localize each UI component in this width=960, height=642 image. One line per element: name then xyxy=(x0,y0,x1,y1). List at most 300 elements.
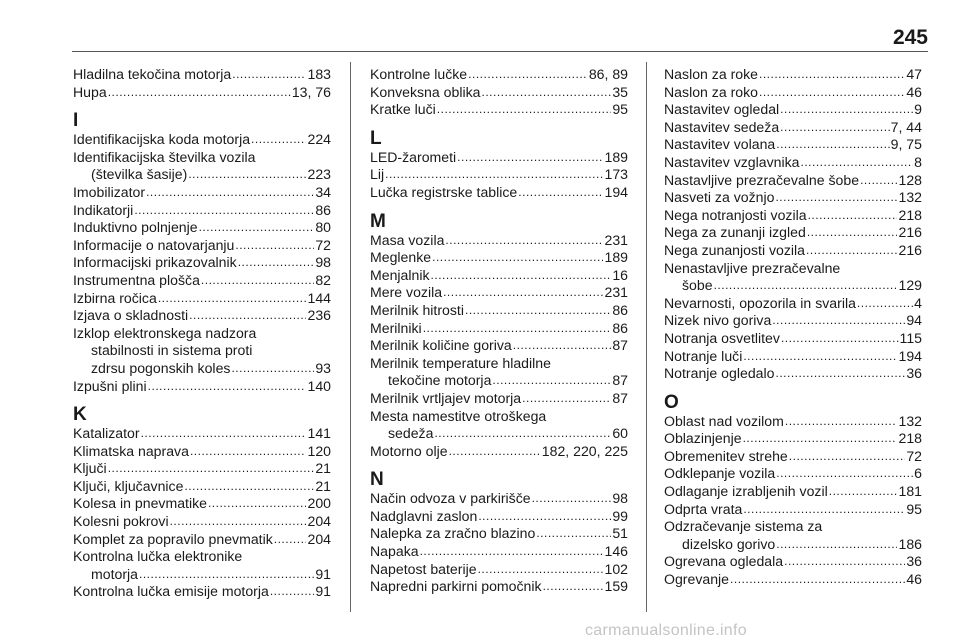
section-letter: N xyxy=(370,469,384,491)
entry-page-ref: 80 xyxy=(315,219,331,236)
dot-leader xyxy=(785,413,898,431)
index-entry xyxy=(73,495,331,513)
index-section xyxy=(370,66,628,119)
dot-leader xyxy=(432,249,603,267)
entry-page-ref: 86 xyxy=(612,301,628,318)
entry-term: Oblast nad vozilom xyxy=(664,412,784,429)
entry-term: (številka šasije) xyxy=(91,166,188,183)
entry-page-ref: 181 xyxy=(898,483,922,500)
dot-leader xyxy=(532,490,612,508)
header-rule xyxy=(72,51,928,52)
entry-page-ref: 129 xyxy=(898,277,922,294)
index-entry xyxy=(664,465,922,483)
dot-leader xyxy=(860,172,897,190)
entry-page-ref: 9, 75 xyxy=(890,136,922,153)
dot-leader xyxy=(743,348,897,366)
entry-term: Napaka xyxy=(370,543,419,560)
dot-leader xyxy=(536,525,611,543)
dot-leader xyxy=(468,66,588,84)
index-entry-line: Nenastavljive prezračevalne xyxy=(664,259,841,276)
entry-term: Menjalnik xyxy=(370,266,430,283)
entry-page-ref: 72 xyxy=(315,236,331,253)
index-entry xyxy=(73,254,331,272)
entry-term: LED-žarometi xyxy=(370,148,457,165)
entry-term: Motorno olje xyxy=(370,442,448,459)
index-entry xyxy=(73,166,331,184)
entry-page-ref: 87 xyxy=(612,372,628,389)
entry-term: Ključi xyxy=(73,460,107,477)
entry-term: tekočine motorja xyxy=(388,372,492,389)
entry-page-ref: 218 xyxy=(898,430,922,447)
entry-term: Ogrevanje xyxy=(664,571,730,588)
entry-term: Nizek nivo goriva xyxy=(664,312,772,329)
index-entry xyxy=(664,66,922,84)
entry-page-ref: 204 xyxy=(307,513,331,530)
index-entry xyxy=(664,430,922,448)
index-section xyxy=(370,470,628,596)
entry-page-ref: 46 xyxy=(906,571,922,588)
index-entry xyxy=(73,583,331,601)
index-section xyxy=(73,405,331,601)
section-letter: I xyxy=(73,110,79,132)
entry-term: Nastavitev vzglavnika xyxy=(664,153,800,170)
dot-leader xyxy=(189,307,306,325)
entry-term: Oblazinjenje xyxy=(664,430,742,447)
dot-leader xyxy=(423,320,612,338)
index-entry xyxy=(370,302,628,320)
index-entry xyxy=(370,490,628,508)
entry-term: Katalizator xyxy=(73,425,140,442)
dot-leader xyxy=(431,267,612,285)
index-entry-line: Izklop elektronskega nadzora xyxy=(73,324,257,341)
entry-page-ref: 93 xyxy=(315,359,331,376)
entry-page-ref: 6 xyxy=(914,465,922,482)
entry-term: Ključi, ključavnice xyxy=(73,477,184,494)
dot-leader xyxy=(743,501,905,519)
entry-term: Izpušni plini xyxy=(73,377,147,394)
dot-leader xyxy=(730,571,905,589)
index-entry-line: Odzračevanje sistema za xyxy=(664,518,823,535)
dot-leader xyxy=(781,330,899,348)
index-entry xyxy=(370,166,628,184)
entry-term: Nadglavni zaslon xyxy=(370,507,478,524)
entry-term: motorja xyxy=(91,565,138,582)
index-entry xyxy=(370,443,628,461)
dot-leader xyxy=(465,302,611,320)
dot-leader xyxy=(806,242,897,260)
index-section xyxy=(664,393,922,589)
entry-term: Nega notranjosti vozila xyxy=(664,206,807,223)
page-number: 245 xyxy=(892,26,928,49)
dot-leader xyxy=(437,101,612,119)
entry-page-ref: 4 xyxy=(914,294,922,311)
dot-leader xyxy=(274,531,307,549)
index-entry xyxy=(73,378,331,396)
dot-leader xyxy=(270,583,314,601)
index-entry xyxy=(73,237,331,255)
dot-leader xyxy=(775,365,905,383)
dot-leader xyxy=(857,295,913,313)
index-entry xyxy=(664,84,922,102)
entry-page-ref: 21 xyxy=(315,460,331,477)
index-entry xyxy=(73,566,331,584)
index-entry xyxy=(370,425,628,443)
entry-page-ref: 189 xyxy=(604,249,628,266)
entry-page-ref: 141 xyxy=(307,425,331,442)
dot-leader xyxy=(478,508,611,526)
dot-leader xyxy=(772,312,905,330)
dot-leader xyxy=(784,553,905,571)
entry-term: Indikatorji xyxy=(73,201,134,218)
index-entry-line: Identifikacijska številka vozila xyxy=(73,148,256,165)
dot-leader xyxy=(158,290,307,308)
index-entry xyxy=(73,131,331,149)
entry-term: dizelsko gorivo xyxy=(682,535,776,552)
entry-page-ref: 36 xyxy=(906,553,922,570)
entry-page-ref: 186 xyxy=(898,535,922,552)
entry-term: Merilniki xyxy=(370,319,422,336)
entry-term: Nalepka za zračno blazino xyxy=(370,525,536,542)
entry-page-ref: 16 xyxy=(612,266,628,283)
index-entry xyxy=(73,290,331,308)
dot-leader xyxy=(134,202,314,220)
dot-leader xyxy=(801,154,914,172)
entry-page-ref: 144 xyxy=(307,289,331,306)
watermark: carmanualsonline.info xyxy=(585,622,747,639)
entry-page-ref: 223 xyxy=(307,166,331,183)
entry-page-ref: 231 xyxy=(604,231,628,248)
dot-leader xyxy=(759,66,905,84)
index-column-2 xyxy=(370,66,628,596)
entry-page-ref: 236 xyxy=(307,307,331,324)
entry-page-ref: 200 xyxy=(307,495,331,512)
index-entry xyxy=(664,483,922,501)
dot-leader xyxy=(445,232,603,250)
dot-leader xyxy=(743,430,898,448)
index-section xyxy=(370,212,628,461)
entry-term: Napetost baterije xyxy=(370,560,477,577)
index-entry xyxy=(664,207,922,225)
entry-term: Klimatska naprava xyxy=(73,442,189,459)
dot-leader xyxy=(443,284,603,302)
entry-term: Nastavitev volana xyxy=(664,136,776,153)
index-entry xyxy=(370,320,628,338)
index-entry xyxy=(664,448,922,466)
index-entry xyxy=(73,84,331,102)
entry-term: Hladilna tekočina motorja xyxy=(73,66,232,82)
entry-term: Napredni parkirni pomočnik xyxy=(370,578,542,595)
dot-leader xyxy=(522,390,611,408)
dot-leader xyxy=(108,84,291,102)
entry-term: Lučka registrske tablice xyxy=(370,183,518,200)
index-entry xyxy=(370,232,628,250)
entry-term: zdrsu pogonskih koles xyxy=(91,359,231,376)
entry-term: Nasveti za vožnjo xyxy=(664,189,775,206)
index-entry-line: Kontrolna lučka elektronike xyxy=(73,548,243,565)
index-entry xyxy=(664,277,922,295)
index-entry xyxy=(664,553,922,571)
entry-page-ref: 120 xyxy=(307,442,331,459)
entry-term: Odprta vrata xyxy=(664,500,743,517)
entry-page-ref: 183 xyxy=(307,66,331,82)
entry-term: Izbirna ročica xyxy=(73,289,157,306)
entry-page-ref: 36 xyxy=(906,365,922,382)
index-entry xyxy=(73,425,331,443)
entry-term: Nastavljive prezračevalne šobe xyxy=(664,171,860,188)
column-separator xyxy=(646,62,647,612)
entry-page-ref: 182, 220, 225 xyxy=(541,442,628,459)
dot-leader xyxy=(238,254,315,272)
entry-term: Merilnik količine goriva xyxy=(370,337,512,354)
dot-leader xyxy=(780,119,889,137)
index-entry xyxy=(370,84,628,102)
dot-leader xyxy=(108,460,315,478)
dot-leader xyxy=(518,184,603,202)
entry-page-ref: 87 xyxy=(612,389,628,406)
index-entry xyxy=(664,413,922,431)
dot-leader xyxy=(780,101,913,119)
entry-term: Naslon za roko xyxy=(664,83,759,100)
dot-leader xyxy=(457,149,603,167)
index-entry xyxy=(73,460,331,478)
entry-page-ref: 224 xyxy=(307,131,331,148)
entry-term: Induktivno polnjenje xyxy=(73,219,198,236)
index-entry xyxy=(664,154,922,172)
index-entry xyxy=(664,312,922,330)
entry-term: Imobilizator xyxy=(73,183,146,200)
entry-page-ref: 98 xyxy=(612,490,628,507)
entry-page-ref: 159 xyxy=(604,578,628,595)
dot-leader xyxy=(543,578,604,596)
entry-term: Ogrevana ogledala xyxy=(664,553,784,570)
dot-leader xyxy=(808,207,898,225)
entry-page-ref: 95 xyxy=(906,500,922,517)
entry-term: Notranja osvetlitev xyxy=(664,329,780,346)
entry-term: Kontrolna lučka emisije motorja xyxy=(73,583,269,600)
entry-term: Nastavitev ogledal xyxy=(664,101,780,118)
index-entry xyxy=(664,348,922,366)
entry-page-ref: 86 xyxy=(612,319,628,336)
dot-leader xyxy=(478,561,604,579)
entry-term: Kratke luči xyxy=(370,101,436,118)
entry-term: Naslon za roke xyxy=(664,66,759,82)
entry-page-ref: 194 xyxy=(898,347,922,364)
entry-page-ref: 99 xyxy=(612,507,628,524)
entry-term: šobe xyxy=(682,277,713,294)
index-entry-line: Merilnik temperature hladilne xyxy=(370,354,551,371)
entry-page-ref: 47 xyxy=(906,66,922,82)
dot-leader xyxy=(789,448,906,466)
section-letter: M xyxy=(370,210,386,232)
entry-page-ref: 128 xyxy=(898,171,922,188)
index-entry-line: Mesta namestitve otroškega xyxy=(370,407,547,424)
entry-page-ref: 216 xyxy=(898,224,922,241)
entry-page-ref: 51 xyxy=(612,525,628,542)
entry-page-ref: 94 xyxy=(906,312,922,329)
entry-page-ref: 132 xyxy=(898,412,922,429)
entry-page-ref: 115 xyxy=(899,329,922,346)
index-entry xyxy=(370,372,628,390)
index-column-3 xyxy=(664,66,922,589)
entry-page-ref: 82 xyxy=(315,271,331,288)
dot-leader xyxy=(776,536,897,554)
entry-term: sedeža xyxy=(388,425,434,442)
index-entry xyxy=(370,149,628,167)
entry-page-ref: 9 xyxy=(914,101,922,118)
dot-leader xyxy=(139,566,314,584)
entry-page-ref: 95 xyxy=(612,101,628,118)
index-entry xyxy=(664,295,922,313)
dot-leader xyxy=(208,495,307,513)
index-entry xyxy=(370,184,628,202)
entry-term: Kontrolne lučke xyxy=(370,66,468,82)
index-entry xyxy=(73,478,331,496)
entry-term: Instrumentna plošča xyxy=(73,271,200,288)
index-entry xyxy=(73,66,331,84)
entry-term: Obremenitev strehe xyxy=(664,447,788,464)
dot-leader xyxy=(775,189,897,207)
dot-leader xyxy=(251,131,306,149)
index-section xyxy=(370,129,628,202)
index-entry xyxy=(664,365,922,383)
entry-term: Lij xyxy=(370,166,385,183)
entry-page-ref: 72 xyxy=(906,447,922,464)
index-entry-line: stabilnosti in sistema proti xyxy=(91,342,253,359)
index-entry xyxy=(664,242,922,260)
dot-leader xyxy=(829,483,898,501)
index-entry xyxy=(73,443,331,461)
index-entry xyxy=(370,543,628,561)
entry-page-ref: 140 xyxy=(307,377,331,394)
index-entry xyxy=(370,267,628,285)
dot-leader xyxy=(759,84,905,102)
section-letter: K xyxy=(73,404,87,426)
entry-term: Nastavitev sedeža xyxy=(664,118,780,135)
dot-leader xyxy=(190,443,307,461)
entry-page-ref: 218 xyxy=(898,206,922,223)
index-entry xyxy=(664,501,922,519)
dot-leader xyxy=(807,224,898,242)
entry-page-ref: 91 xyxy=(315,583,331,600)
entry-term: Izjava o skladnosti xyxy=(73,307,189,324)
entry-term: Nevarnosti, opozorila in svarila xyxy=(664,294,856,311)
entry-page-ref: 194 xyxy=(604,183,628,200)
dot-leader xyxy=(231,360,314,378)
index-entry xyxy=(664,101,922,119)
dot-leader xyxy=(776,465,913,483)
dot-leader xyxy=(714,277,898,295)
dot-leader xyxy=(232,66,306,84)
dot-leader xyxy=(481,84,611,102)
dot-leader xyxy=(385,166,603,184)
dot-leader xyxy=(201,272,314,290)
entry-page-ref: 34 xyxy=(315,183,331,200)
index-entry xyxy=(73,184,331,202)
entry-term: Merilnik vrtljajev motorja xyxy=(370,389,522,406)
index-entry xyxy=(73,272,331,290)
dot-leader xyxy=(148,378,307,396)
index-entry xyxy=(664,224,922,242)
entry-page-ref: 60 xyxy=(612,425,628,442)
index-entry xyxy=(370,101,628,119)
index-entry xyxy=(73,307,331,325)
index-entry xyxy=(370,249,628,267)
entry-page-ref: 173 xyxy=(604,166,628,183)
entry-page-ref: 35 xyxy=(612,83,628,100)
index-entry xyxy=(370,561,628,579)
entry-term: Notranje luči xyxy=(664,347,743,364)
index-entry xyxy=(664,119,922,137)
entry-term: Nega za zunanji izgled xyxy=(664,224,806,241)
entry-term: Informacije o natovarjanju xyxy=(73,236,235,253)
entry-page-ref: 46 xyxy=(906,83,922,100)
index-entry xyxy=(73,202,331,220)
entry-term: Masa vozila xyxy=(370,231,445,248)
dot-leader xyxy=(434,425,611,443)
entry-term: Hupa xyxy=(73,83,107,100)
dot-leader xyxy=(199,219,315,237)
entry-page-ref: 231 xyxy=(604,284,628,301)
dot-leader xyxy=(188,166,306,184)
index-entry xyxy=(73,219,331,237)
dot-leader xyxy=(170,513,307,531)
entry-page-ref: 7, 44 xyxy=(890,118,922,135)
entry-term: Način odvoza v parkirišče xyxy=(370,490,531,507)
dot-leader xyxy=(141,425,307,443)
index-entry xyxy=(664,536,922,554)
index-entry xyxy=(664,571,922,589)
entry-page-ref: 216 xyxy=(898,241,922,258)
index-section xyxy=(73,66,331,101)
entry-page-ref: 146 xyxy=(604,543,628,560)
index-section xyxy=(73,111,331,395)
dot-leader xyxy=(513,337,612,355)
entry-page-ref: 86, 89 xyxy=(588,66,628,82)
entry-term: Odlaganje izrabljenih vozil xyxy=(664,483,828,500)
entry-page-ref: 189 xyxy=(604,148,628,165)
index-entry xyxy=(370,525,628,543)
index-section xyxy=(664,66,922,383)
dot-leader xyxy=(184,478,314,496)
dot-leader xyxy=(235,237,314,255)
index-entry xyxy=(664,136,922,154)
entry-term: Informacijski prikazovalnik xyxy=(73,254,237,271)
column-separator xyxy=(350,62,351,612)
index-entry xyxy=(370,578,628,596)
index-entry xyxy=(664,172,922,190)
entry-term: Kolesa in pnevmatike xyxy=(73,495,207,512)
entry-term: Meglenke xyxy=(370,249,432,266)
entry-page-ref: 91 xyxy=(315,565,331,582)
index-column-1 xyxy=(73,66,331,601)
entry-term: Notranje ogledalo xyxy=(664,365,775,382)
entry-term: Konveksna oblika xyxy=(370,83,481,100)
entry-page-ref: 87 xyxy=(612,337,628,354)
entry-term: Merilnik hitrosti xyxy=(370,301,464,318)
entry-term: Kolesni pokrovi xyxy=(73,513,169,530)
index-entry xyxy=(370,337,628,355)
entry-page-ref: 98 xyxy=(315,254,331,271)
index-entry xyxy=(73,531,331,549)
entry-term: Odklepanje vozila xyxy=(664,465,776,482)
index-entry xyxy=(664,189,922,207)
entry-page-ref: 102 xyxy=(604,560,628,577)
entry-page-ref: 21 xyxy=(315,477,331,494)
entry-term: Nega zunanjosti vozila xyxy=(664,241,806,258)
dot-leader xyxy=(449,443,541,461)
index-entry xyxy=(73,513,331,531)
entry-page-ref: 13, 76 xyxy=(291,83,331,100)
